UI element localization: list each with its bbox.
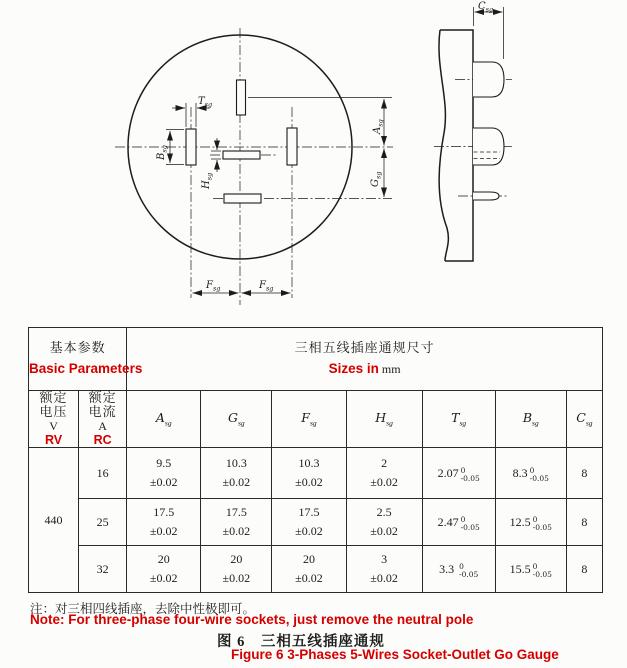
value-cell-B25: 12.5 0 -0.05 [495,499,566,546]
top-pin [473,62,504,97]
dim-col-header-F: $F_{sg}$ [272,391,346,448]
dim-label-H: $H_{sg}$ [201,172,214,189]
figure-caption-en-annotation: Figure 6 3-Phases 5-Wires Socket-Outlet Go Gauge [231,647,559,662]
rated-current-header: 额定 电流 A RC [79,391,127,448]
sizes-in-annotation: Sizes in [328,360,379,376]
bottom-pin [473,192,499,200]
value-cell-T16: 2.07 0 -0.05 [422,448,495,499]
dim-col-header-G: $G_{sg}$ [201,391,272,448]
dim-col-header-A: $A_{sg}$ [127,391,201,448]
middle-pin [473,128,504,165]
value-cell-G16: 10.3 ±0.02 [201,448,272,499]
dim-label-F-left: $F_{sg}$ [206,280,221,293]
value-cell-C32: 8 [566,546,602,593]
value-cell-A32: 20 ±0.02 [127,546,201,593]
sizes-header [127,328,603,391]
rated-voltage-en-annotation: RV [44,433,63,447]
current-value-cell: 16 [79,448,127,499]
value-cell-H16: 2 ±0.02 [346,448,422,499]
dim-label-F-right: $F_{sg}$ [259,280,274,293]
basic-params-header [29,328,143,391]
dim-col-header-B: $B_{sg}$ [495,391,566,448]
gauge-body-break-line [439,30,448,261]
current-value-cell: 32 [79,546,127,593]
bottom-pin-slot [224,194,261,203]
value-cell-F32: 20 ±0.02 [272,546,346,593]
dim-col-header-H: $H_{sg}$ [346,391,422,448]
top-pin-slot [237,80,246,115]
value-cell-T32: 3.3 0 -0.05 [422,546,495,593]
value-cell-G25: 17.5 ±0.02 [201,499,272,546]
centerlines [115,28,512,305]
value-cell-T25: 2.47 0 -0.05 [422,499,495,546]
dim-col-header-C: $C_{sg}$ [566,391,602,448]
note-en-annotation: Note: For three-phase four-wire sockets, just remove the neutral pole [30,612,474,627]
dim-label-B: $B_{sg}$ [156,145,169,160]
rated-voltage-header: 额定 电压 V RV [29,391,79,448]
parameters-table [28,327,603,593]
value-cell-C16: 8 [566,448,602,499]
figure-caption-zh: 图 6 三相五线插座通规 [217,634,385,650]
value-cell-A16: 9.5 ±0.02 [127,448,201,499]
technical-drawing [0,0,627,322]
value-cell-H25: 2.5 ±0.02 [346,499,422,546]
current-value-cell: 25 [79,499,127,546]
sizes-header-zh: 三相五线插座通规尺寸 [294,340,435,356]
dimension-lines [170,12,503,293]
sizes-header-en-line [127,359,602,380]
rated-current-en-annotation: RC [93,433,112,447]
dim-label-C: $C_{sg}$ [478,1,494,14]
gauge-body-outline [440,30,473,261]
basic-params-en-annotation: Basic Parameters [29,360,143,376]
dim-label-A: $A_{sg}$ [372,119,385,134]
value-cell-H32: 3 ±0.02 [346,546,422,593]
value-cell-A25: 17.5 ±0.02 [127,499,201,546]
dim-col-header-T: $T_{sg}$ [422,391,495,448]
value-cell-F25: 17.5 ±0.02 [272,499,346,546]
left-pin-slot [186,129,196,165]
value-cell-G32: 20 ±0.02 [201,546,272,593]
side-view [439,30,504,261]
basic-params-zh: 基本参数 [49,340,106,356]
voltage-value-cell: 440 [29,448,79,593]
value-cell-F16: 10.3 ±0.02 [272,448,346,499]
value-cell-C25: 8 [566,499,602,546]
center-pin-slot [223,151,260,159]
value-cell-B32: 15.5 0 -0.05 [495,546,566,593]
value-cell-B16: 8.3 0 -0.05 [495,448,566,499]
dim-label-G: $G_{sg}$ [370,171,383,187]
right-pin-slot [287,128,297,165]
sizes-unit: mm [381,361,401,376]
note-zh: 注：对三相四线插座，去除中性极即可。 [30,602,256,616]
dim-label-T: $T_{sg}$ [198,96,213,109]
